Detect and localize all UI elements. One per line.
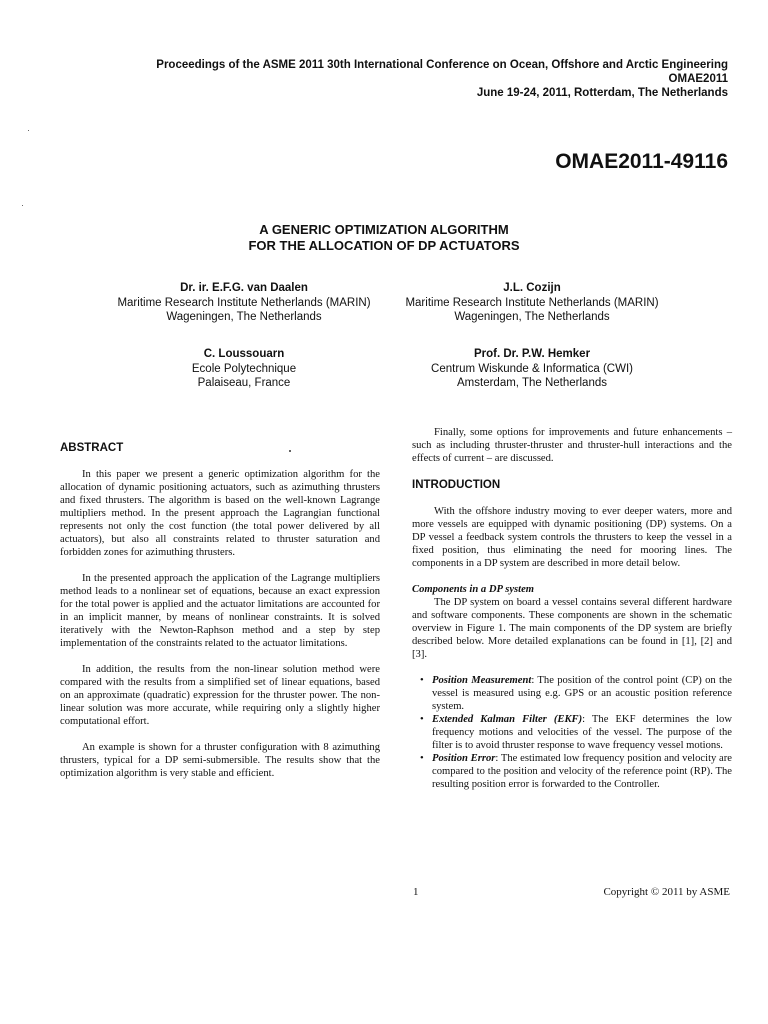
author-name: C. Loussouarn (203, 348, 285, 360)
abstract-continuation: Finally, some options for improvements and future enhancements – such as including thruster-thruster and thruster-hull interactions and the effects of current – are discussed. (412, 427, 732, 464)
proceedings-line-3: June 19-24, 2011, Rotterdam, The Netherlands (476, 87, 728, 99)
list-item-text: : The EKF determines the low frequency motions and velocities of the vessel. The purpose of the filter is to avoid thruster response to wave frequency vessel motions. (432, 714, 732, 751)
component-list (412, 674, 732, 791)
author-block (372, 281, 692, 325)
abstract-paragraph: In the presented approach the application of the Lagrange multipliers method leads to a nonlinear set of equations, because an exact expression for the total power is applied and the actuator limitations are accounted for in an implicit manner, by means of nonlinear constraints. It is solved iteratively with the Newton-Raphson method and a step by step implementation of the constraints related to the actuator limitations. (60, 573, 380, 649)
author-location: Amsterdam, The Netherlands (457, 377, 607, 389)
copyright-notice: Copyright © 2011 by ASME (603, 886, 730, 898)
author-name: Prof. Dr. P.W. Hemker (473, 348, 591, 360)
page-number: 1 (413, 886, 419, 898)
list-item-text: : The position of the control point (CP) on the vessel is measured using e.g. GPS or an acoustic position reference system. (432, 675, 732, 712)
author-name: Dr. ir. E.F.G. van Daalen (180, 282, 308, 294)
scan-speck (289, 450, 291, 452)
author-affiliation: Maritime Research Institute Netherlands (MARIN) (117, 296, 371, 309)
introduction-heading: INTRODUCTION (412, 479, 501, 491)
proceedings-header (48, 58, 728, 100)
list-item (412, 752, 732, 791)
list-item-text: : The estimated low frequency position and velocity are compared to the position and velocity of the reference point (RP). The resulting position error is forwarded to the Controller. (432, 753, 732, 790)
abstract-heading: ABSTRACT (60, 442, 124, 454)
author-affiliation: Centrum Wiskunde & Informatica (CWI) (431, 362, 633, 375)
title-line-1: A GENERIC OPTIMIZATION ALGORITHM (259, 222, 509, 237)
list-item-term: Position Error (432, 753, 496, 764)
components-paragraph: The DP system on board a vessel contains several different hardware and software components. These components are shown in the schematic overview in Figure 1. The main components of the DP system are briefly described below. More detailed explanations can be found in [1], [2] and [3]. (412, 597, 732, 660)
author-affiliation: Maritime Research Institute Netherlands (MARIN) (405, 296, 659, 309)
left-column (60, 442, 380, 780)
components-heading: Components in a DP system (412, 584, 535, 595)
author-location: Wageningen, The Netherlands (454, 311, 610, 323)
author-block (372, 347, 692, 391)
list-item-term: Extended Kalman Filter (EKF) (432, 714, 583, 725)
bullet-icon: • (420, 753, 424, 764)
scan-speck (28, 130, 29, 131)
author-location: Wageningen, The Netherlands (166, 311, 322, 323)
author-block (84, 347, 404, 391)
bullet-icon: • (420, 675, 424, 686)
scan-speck (22, 205, 23, 206)
abstract-paragraph: In this paper we present a generic optimization algorithm for the allocation of dynamic positioning actuators, such as azimuthing thrusters and fixed thrusters. The algorithm is based on the well-known Lagrange multipliers method. In the present approach the Lagrangian functional represents not only the cost function (the total power delivered by all actuators), but also all constraints related to thruster saturation and forbidden zones for azimuthing thrusters. (60, 469, 380, 558)
list-item (412, 713, 732, 752)
bullet-icon: • (420, 714, 424, 725)
paper-title (0, 222, 768, 254)
author-affiliation: Ecole Polytechnique (191, 362, 297, 375)
author-block (84, 281, 404, 325)
author-name: J.L. Cozijn (503, 282, 561, 294)
introduction-paragraph: With the offshore industry moving to ever deeper waters, more and more vessels are equipped with dynamic positioning (DP) systems. On a DP vessel a feedback system controls the thrusters to keep the vessel in a fixed position, thus eliminating the need for mooring lines. The components in a DP system are described in more detail below. (412, 506, 732, 569)
title-line-2: FOR THE ALLOCATION OF DP ACTUATORS (248, 238, 520, 253)
author-location: Palaiseau, France (197, 377, 291, 389)
list-item-term: Position Measurement (432, 675, 532, 686)
abstract-paragraph: An example is shown for a thruster configuration with 8 azimuthing thrusters, typical for a DP semi-submersible. The results show that the optimization algorithm is very stable and efficient. (60, 742, 380, 779)
list-item (412, 674, 732, 713)
paper-id: OMAE2011-49116 (555, 150, 728, 173)
proceedings-line-1: Proceedings of the ASME 2011 30th International Conference on Ocean, Offshore and Arctic Engineering (156, 59, 728, 71)
abstract-paragraph: In addition, the results from the non-linear solution method were compared with the results from a simplified set of linear equations, based on an approximate (quadratic) expression for the thruster power. The non-linear solution was more accurate, while requiring only a slightly higher computational effort. (60, 664, 380, 727)
proceedings-line-2: OMAE2011 (668, 73, 728, 85)
right-column (412, 426, 732, 791)
